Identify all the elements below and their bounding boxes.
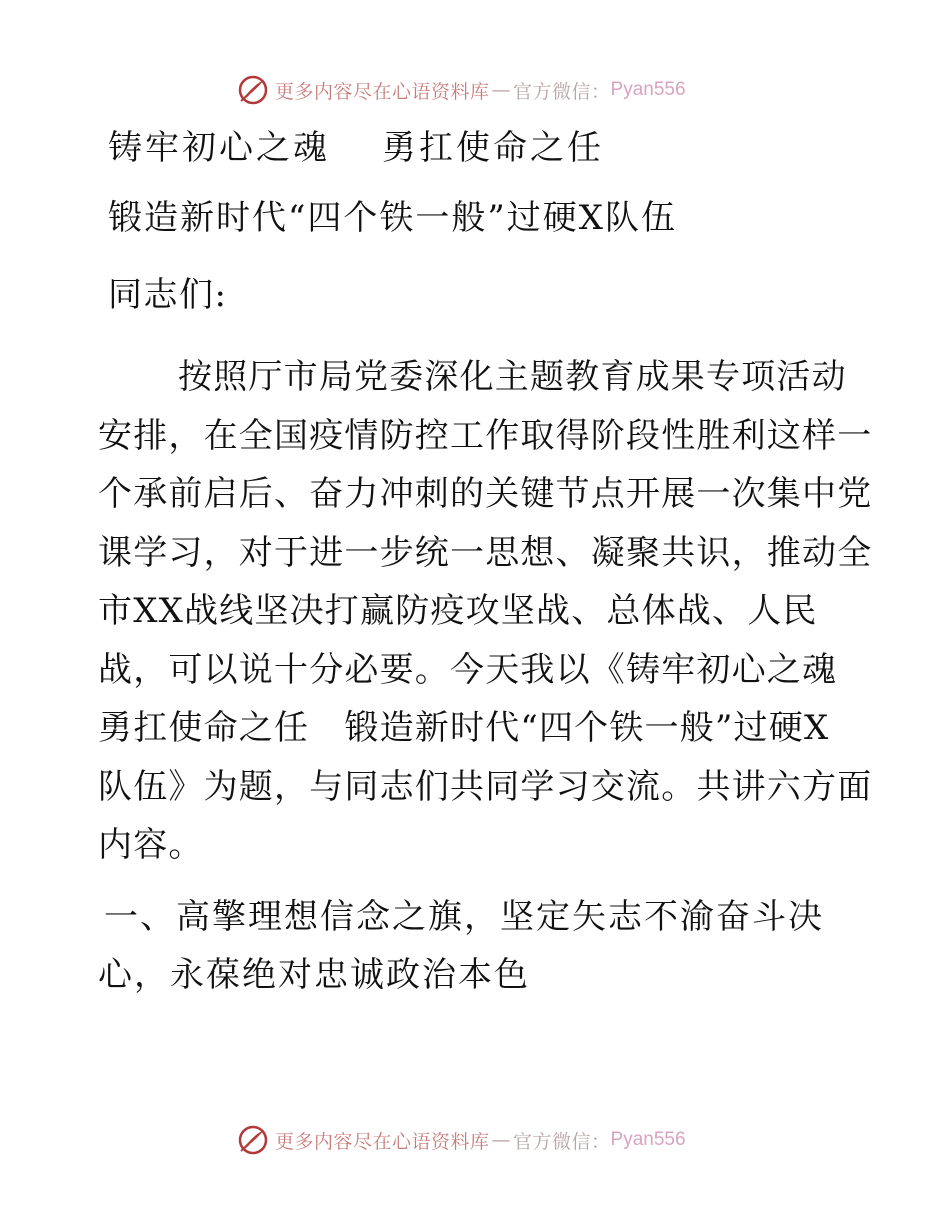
- body-line: 课学习，对于进一步统一思想、凝聚共识，推动全: [98, 532, 873, 573]
- watermark-separator: —: [491, 1129, 512, 1151]
- body-line: 勇扛使命之任 锻造新时代“四个铁一般”过硬X: [98, 708, 830, 748]
- body-line: 队伍》为题，与同志们共同学习交流。共讲六方面: [98, 766, 873, 807]
- watermark-text: 更多内容尽在心语资料库: [275, 80, 490, 103]
- body-line: 市XX战线坚决打赢防疫攻坚战、总体战、人民: [98, 591, 818, 631]
- watermark-wechat-id: Pyan556: [610, 79, 686, 100]
- watermark-wechat-label: 官方微信：: [513, 80, 611, 103]
- document-title-line2: 锻造新时代“四个铁一般”过硬X队伍: [108, 198, 677, 238]
- watermark-separator: —: [491, 79, 512, 101]
- quill-logo-icon: [237, 1124, 269, 1156]
- watermark-header: [237, 72, 686, 108]
- section-heading-1: [98, 888, 824, 1004]
- body-line: 内容。: [98, 825, 204, 865]
- document-title-line1: [108, 128, 604, 168]
- section-heading-line: 心，永葆绝对忠诚政治本色: [98, 955, 530, 995]
- title-part2: 勇扛使命之任: [382, 128, 604, 168]
- body-line: 个承前启后、奋力冲刺的关键节点开展一次集中党: [98, 474, 873, 514]
- quill-logo-icon: [237, 74, 269, 106]
- watermark-footer: [237, 1122, 686, 1158]
- body-paragraph: [98, 348, 873, 875]
- body-line: 战，可以说十分必要。今天我以《铸牢初心之魂: [98, 649, 838, 690]
- salutation: 同志们:: [108, 275, 228, 315]
- body-line: 按照厅市局党委深化主题教育成果专项活动: [178, 357, 847, 397]
- watermark-text: 更多内容尽在心语资料库: [275, 1130, 490, 1153]
- title-part1: 铸牢初心之魂: [108, 128, 330, 168]
- body-line: 安排，在全国疫情防控工作取得阶段性胜利这样一: [98, 415, 873, 456]
- watermark-wechat-label: 官方微信：: [513, 1130, 611, 1153]
- watermark-wechat-id: Pyan556: [610, 1129, 686, 1150]
- section-heading-line: 一、高擎理想信念之旗，坚定矢志不渝奋斗决: [104, 897, 824, 937]
